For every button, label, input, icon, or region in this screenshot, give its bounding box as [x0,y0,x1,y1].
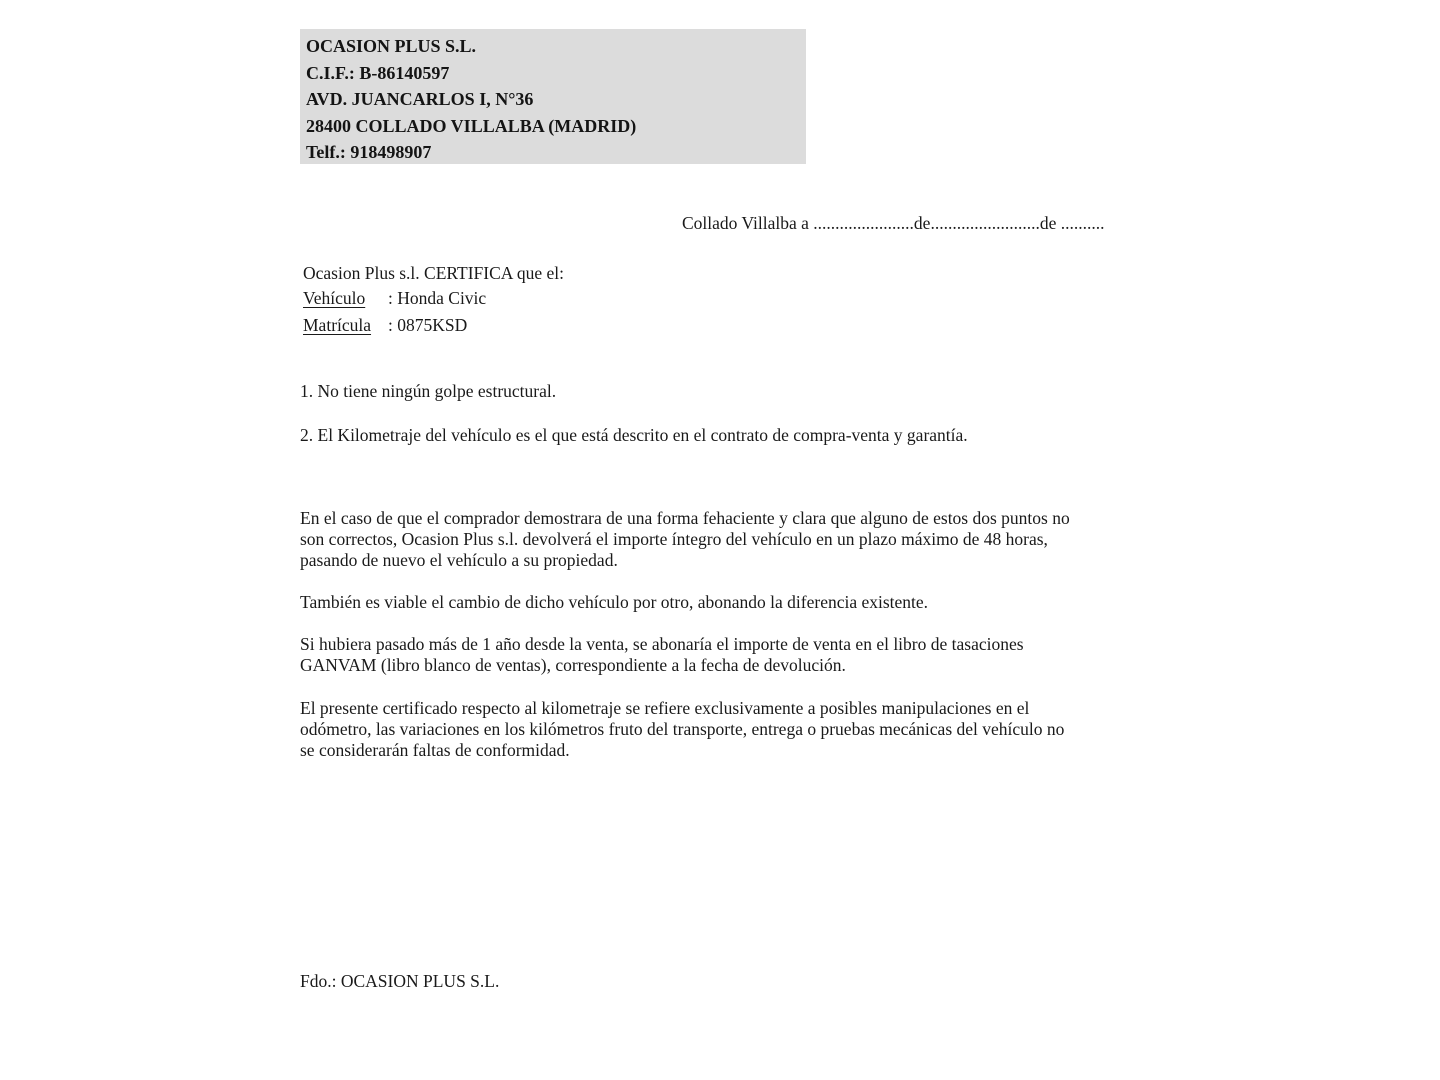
vehicle-label: Vehículo [303,288,366,308]
company-phone: Telf.: 918498907 [306,142,432,162]
company-cif: C.I.F.: B-86140597 [306,62,450,83]
paragraph-line: Si hubiera pasado más de 1 año desde la venta, se abonaría el importe de venta en el libro de tasaciones [300,634,1024,654]
plate-label: Matrícula [303,315,372,335]
point-1: 1. No tiene ningún golpe estructural. [300,381,557,401]
paragraph-line: El presente certificado respecto al kilometraje se refiere exclusivamente a posibles manipulaciones en el [300,698,1030,718]
paragraph-line: pasando de nuevo el vehículo a su propiedad. [300,550,618,570]
paragraph-ganvam [300,634,1150,676]
paragraph-refund [300,508,1150,571]
paragraph-line: se considerarán faltas de conformidad. [300,740,570,760]
paragraph-line: odómetro, las variaciones en los kilómetros fruto del transporte, entrega o pruebas mecánicas del vehículo no [300,719,1065,739]
point-2: 2. El Kilometraje del vehículo es el que está descrito en el contrato de compra-venta y garantía. [300,425,968,445]
paragraph-line: GANVAM (libro blanco de ventas), correspondiente a la fecha de devolución. [300,655,846,675]
paragraph-line: En el caso de que el comprador demostrara de una forma fehaciente y clara que alguno de estos dos puntos no [300,508,1070,528]
company-name: OCASION PLUS S.L. [306,36,477,56]
company-address: AVD. JUANCARLOS I, N°36 [306,89,534,109]
company-city: 28400 COLLADO VILLALBA (MADRID) [306,115,637,136]
signature: Fdo.: OCASION PLUS S.L. [300,971,500,991]
paragraph-line: son correctos, Ocasion Plus s.l. devolverá el importe íntegro del vehículo en un plazo máximo de 48 horas, [300,529,1048,549]
company-header-box [300,29,806,164]
paragraph-exchange [300,592,1150,613]
date-line: Collado Villalba a .......................de.........................de .......... [682,213,1105,233]
paragraph-line: También es viable el cambio de dicho vehículo por otro, abonando la diferencia existente. [300,592,929,612]
paragraph-odometer [300,698,1150,761]
vehicle-value: : Honda Civic [388,288,487,308]
certify-intro: Ocasion Plus s.l. CERTIFICA que el: [303,263,564,283]
plate-value: : 0875KSD [388,315,468,335]
